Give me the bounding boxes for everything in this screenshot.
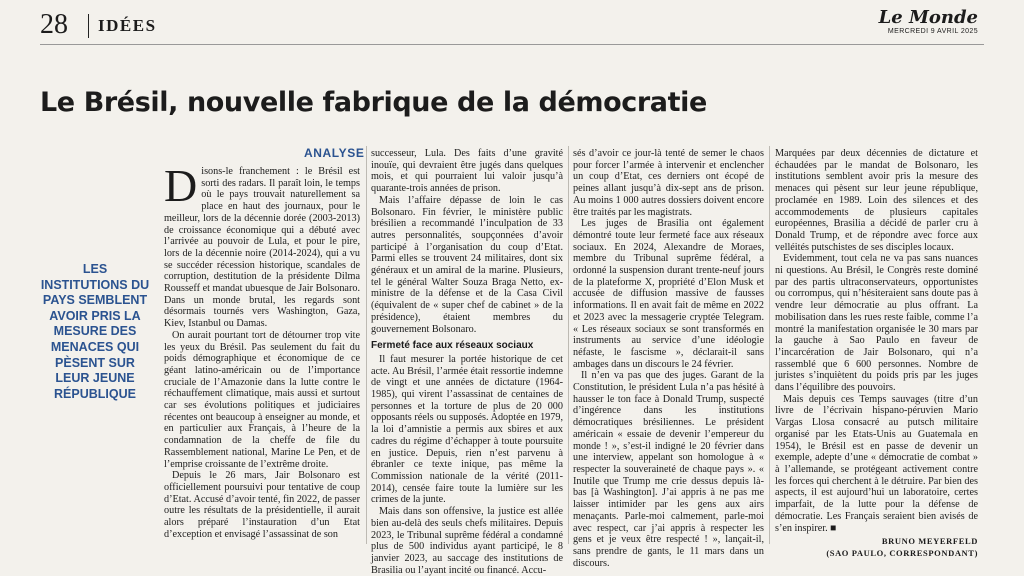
byline-name: BRUNO MEYERFELD — [881, 536, 978, 547]
byline-place: (SAO PAULO, CORRESPONDANT) — [826, 547, 978, 558]
article-subheading: Fermeté face aux réseaux sociaux — [371, 340, 534, 352]
page-header — [40, 8, 984, 42]
paragraph: Marquées par deux décennies de dictature et échaudées par le mandat de Bolsonaro, les institutions semblent avoir pris la mesure des menaces qui pèsent sur leur jeune république, proclamée en 1989. Loin des silences et des accommodements de plusieurs capitales européennes, Brasilia a décidé de parler cru à Donald Trump, et de répondre avec force aux velléités putschistes de ses disciples locaux. — [775, 148, 978, 253]
paragraph: On aurait pourtant tort de détourner trop vite les yeux du Brésil. Pas seulement du fait du poids démographique et économique de ce géant latino-américain ou de l’importance cruciale de l’Amazonie dans la lutte contre le réchauffement climatique, mais aussi et surtout car ses évolutions politiques et judiciaires récentes ont beaucoup à enseigner au monde, et en particulier aux Français, à l’heure de la condamnation de la cheffe de file du Rassemblement national, Marine Le Pen, et de l’emprise croissante de l’extrême droite. — [164, 329, 360, 470]
article-column-2 — [371, 148, 563, 576]
article-column-1 — [164, 160, 360, 544]
column-divider — [769, 146, 770, 544]
column-divider — [366, 146, 367, 544]
page-number: 28 — [40, 9, 68, 40]
issue-date: MERCREDI 9 AVRIL 2025 — [887, 28, 978, 35]
article-column-4 — [775, 148, 978, 558]
paragraph: Il n’en va pas que des juges. Garant de la Constitution, le président Lula n’a pas hésité à hausser le ton face à Donald Trump, suspecté d’ingérence dans les institutions démocratiques brésiliennes. Le président américain « essaie de devenir l’empereur du monde ! », s’est-il indigné le 20 février dans une interview, appelant son homologue à « respecter la souveraineté de chaque pays ». « Inutile que Trump me crie dessus depuis là-bas [à Washington]. J’ai appris à ne pas me laisser intimider par les gens aux airs menaçants. Parle-moi calmement, parle-moi avec respect, car j’ai appris à respecter les gens et je veux être respecté ! », lançait-il, sans prendre de gants, le 11 mars dans un discours. — [573, 370, 764, 569]
column-divider — [568, 146, 569, 544]
paragraph: Il faut mesurer la portée historique de cet acte. Au Brésil, l’armée était ressortie indemne de vingt et une années de dictature (1964-1985), qui virent l’assassinat de centaines de personnes et la torture de plus de 20 000 opposants réels ou supposés. Adoptée en 1979, la loi d’amnistie a permis aux sbires et aux cadres du régime d’échapper à toute poursuite en justice. Depuis, rien n’est parvenu à ébranler ce texte inique, pas même la Commission nationale de la vérité (2011-2014), censée faire toute la lumière sur les crimes de la junte. — [371, 353, 563, 506]
paragraph: Disons-le franchement : le Brésil est sorti des radars. Il paraît loin, le temps où le pays trouvait naturellement sa place en haut des journaux, pour le meilleur, lors de la décennie dorée (2003-2013) de croissance économique qui a débuté avec l’arrivée au pouvoir de Lula, et pour le pire, lors de la décennie noire (2014-2024), qui a vu se succéder récession historique, scandales de corruption, destitution de la présidente Dilma Rousseff et mandat ubuesque de Jair Bolsonaro. Dans un monde brutal, les regards sont désormais tournés vers Washington, Gaza, Kiev, Istanbul ou Damas. — [164, 160, 360, 330]
section-name: IDÉES — [98, 16, 157, 35]
paragraph: Depuis le 26 mars, Jair Bolsonaro est officiellement poursuivi pour tentative de coup d’Etat. Accusé d’avoir tenté, fin 2022, de passer outre les résultats de la présidentielle, il aurait alors préparé l’instauration d’un Etat d’exception et envisagé l’assassinat de son — [164, 470, 360, 540]
paragraph: Mais depuis ces Temps sauvages (titre d’un livre de l’écrivain hispano-péruvien Mario Vargas Llosa consacré au putsch militaire organisé par les Etats-Unis au Guatemala en 1954), le Brésil est en passe de devenir un exemple, adepte d’une « démocratie de combat » à l’allemande, se protégeant activement contre les forces qui cherchent à le détruire. Par bien des aspects, il est aujourd’hui un laboratoire, certes imparfait, de la lutte pour la défense de démocratie. Les Français seraient bien avisés de s’en inspirer. ■ — [775, 393, 978, 534]
article-headline: Le Brésil, nouvelle fabrique de la démocratie — [40, 87, 707, 118]
newspaper-logo: Le Monde — [878, 7, 978, 28]
header-rule — [40, 44, 984, 45]
paragraph: successeur, Lula. Des faits d’une gravité inouïe, qui devraient être jugés dans quelques mois, et qui pourraient lui valoir jusqu’à quarante-trois années de prison. — [371, 148, 563, 195]
paragraph: Mais dans son offensive, la justice est allée bien au-delà des seuls chefs militaires. Depuis 2023, le Tribunal suprême fédéral a condamné plus de 500 individus ayant participé, le 8 janvier 2023, au saccage des institutions de Brasilia ou l’ayant incité ou financé. Accu- — [371, 506, 563, 576]
drop-cap: D — [164, 160, 198, 211]
header-separator — [88, 14, 89, 38]
paragraph: Mais l’affaire dépasse de loin le cas Bolsonaro. Fin février, le ministère public brésilien a recommandé l’inculpation de 33 autres personnalités, soupçonnées d’avoir participé à l’organisation du coup d’Etat. Parmi elles se trouvent 24 militaires, dont six généraux et un amiral de la marine. Plusieurs, tel le général Walter Souza Braga Netto, ex-ministre de la défense et de la Casa Civil (équivalent de « super chef de cabinet » de la présidence), étaient membres du gouvernement Bolsonaro. — [371, 194, 563, 335]
article-label: ANALYSE — [304, 146, 365, 160]
paragraph: Les juges de Brasilia ont également démontré toute leur fermeté face aux réseaux sociaux. En 2024, Alexandre de Moraes, membre du Tribunal suprême fédéral, a ordonné la suspension durant trente-neuf jours de la plateforme X, propriété d’Elon Musk et accusée de diffusion massive de fausses informations. Il en avait fait de même en 2022 et 2023 avec la messagerie cryptée Telegram. « Les réseaux sociaux se sont transformés en instruments au service d’une idéologie néfaste, le fascisme », déclarait-il sans ambages dans un discours le 24 février. — [573, 218, 764, 370]
paragraph: sés d’avoir ce jour-là tenté de semer le chaos pour forcer l’armée à intervenir et enclencher un coup d’Etat, ces derniers ont écopé de peines allant jusqu’à dix-sept ans de prison. Au moins 1 000 autres dossiers doivent encore être traités par les magistrats. — [573, 148, 764, 218]
pull-quote: LES INSTITUTIONS DU PAYS SEMBLENT AVOIR PRIS LA MESURE DES MENACES QUI PÈSENT SUR LEUR JEUNE RÉPUBLIQUE — [40, 262, 150, 401]
article-column-3 — [573, 148, 764, 569]
paragraph: Evidemment, tout cela ne va pas sans nuances ni questions. Au Brésil, le Congrès reste dominé par des partis ultraconservateurs, opportunistes ou corrompus, qui n’hésiteraient sans doute pas à vendre leur démocratie au plus offrant. La mobilisation dans les rues reste faible, comme l’a montré la manifestation organisée le 30 mars par la gauche à Sao Paulo en faveur de l’incarcération de Jair Bolsonaro, qui n’a rassemblé que 6 600 personnes. Nombre de juristes s’inquiètent du poids pris par les juges dans l’équilibre des pouvoirs. — [775, 253, 978, 394]
masthead — [879, 8, 978, 35]
